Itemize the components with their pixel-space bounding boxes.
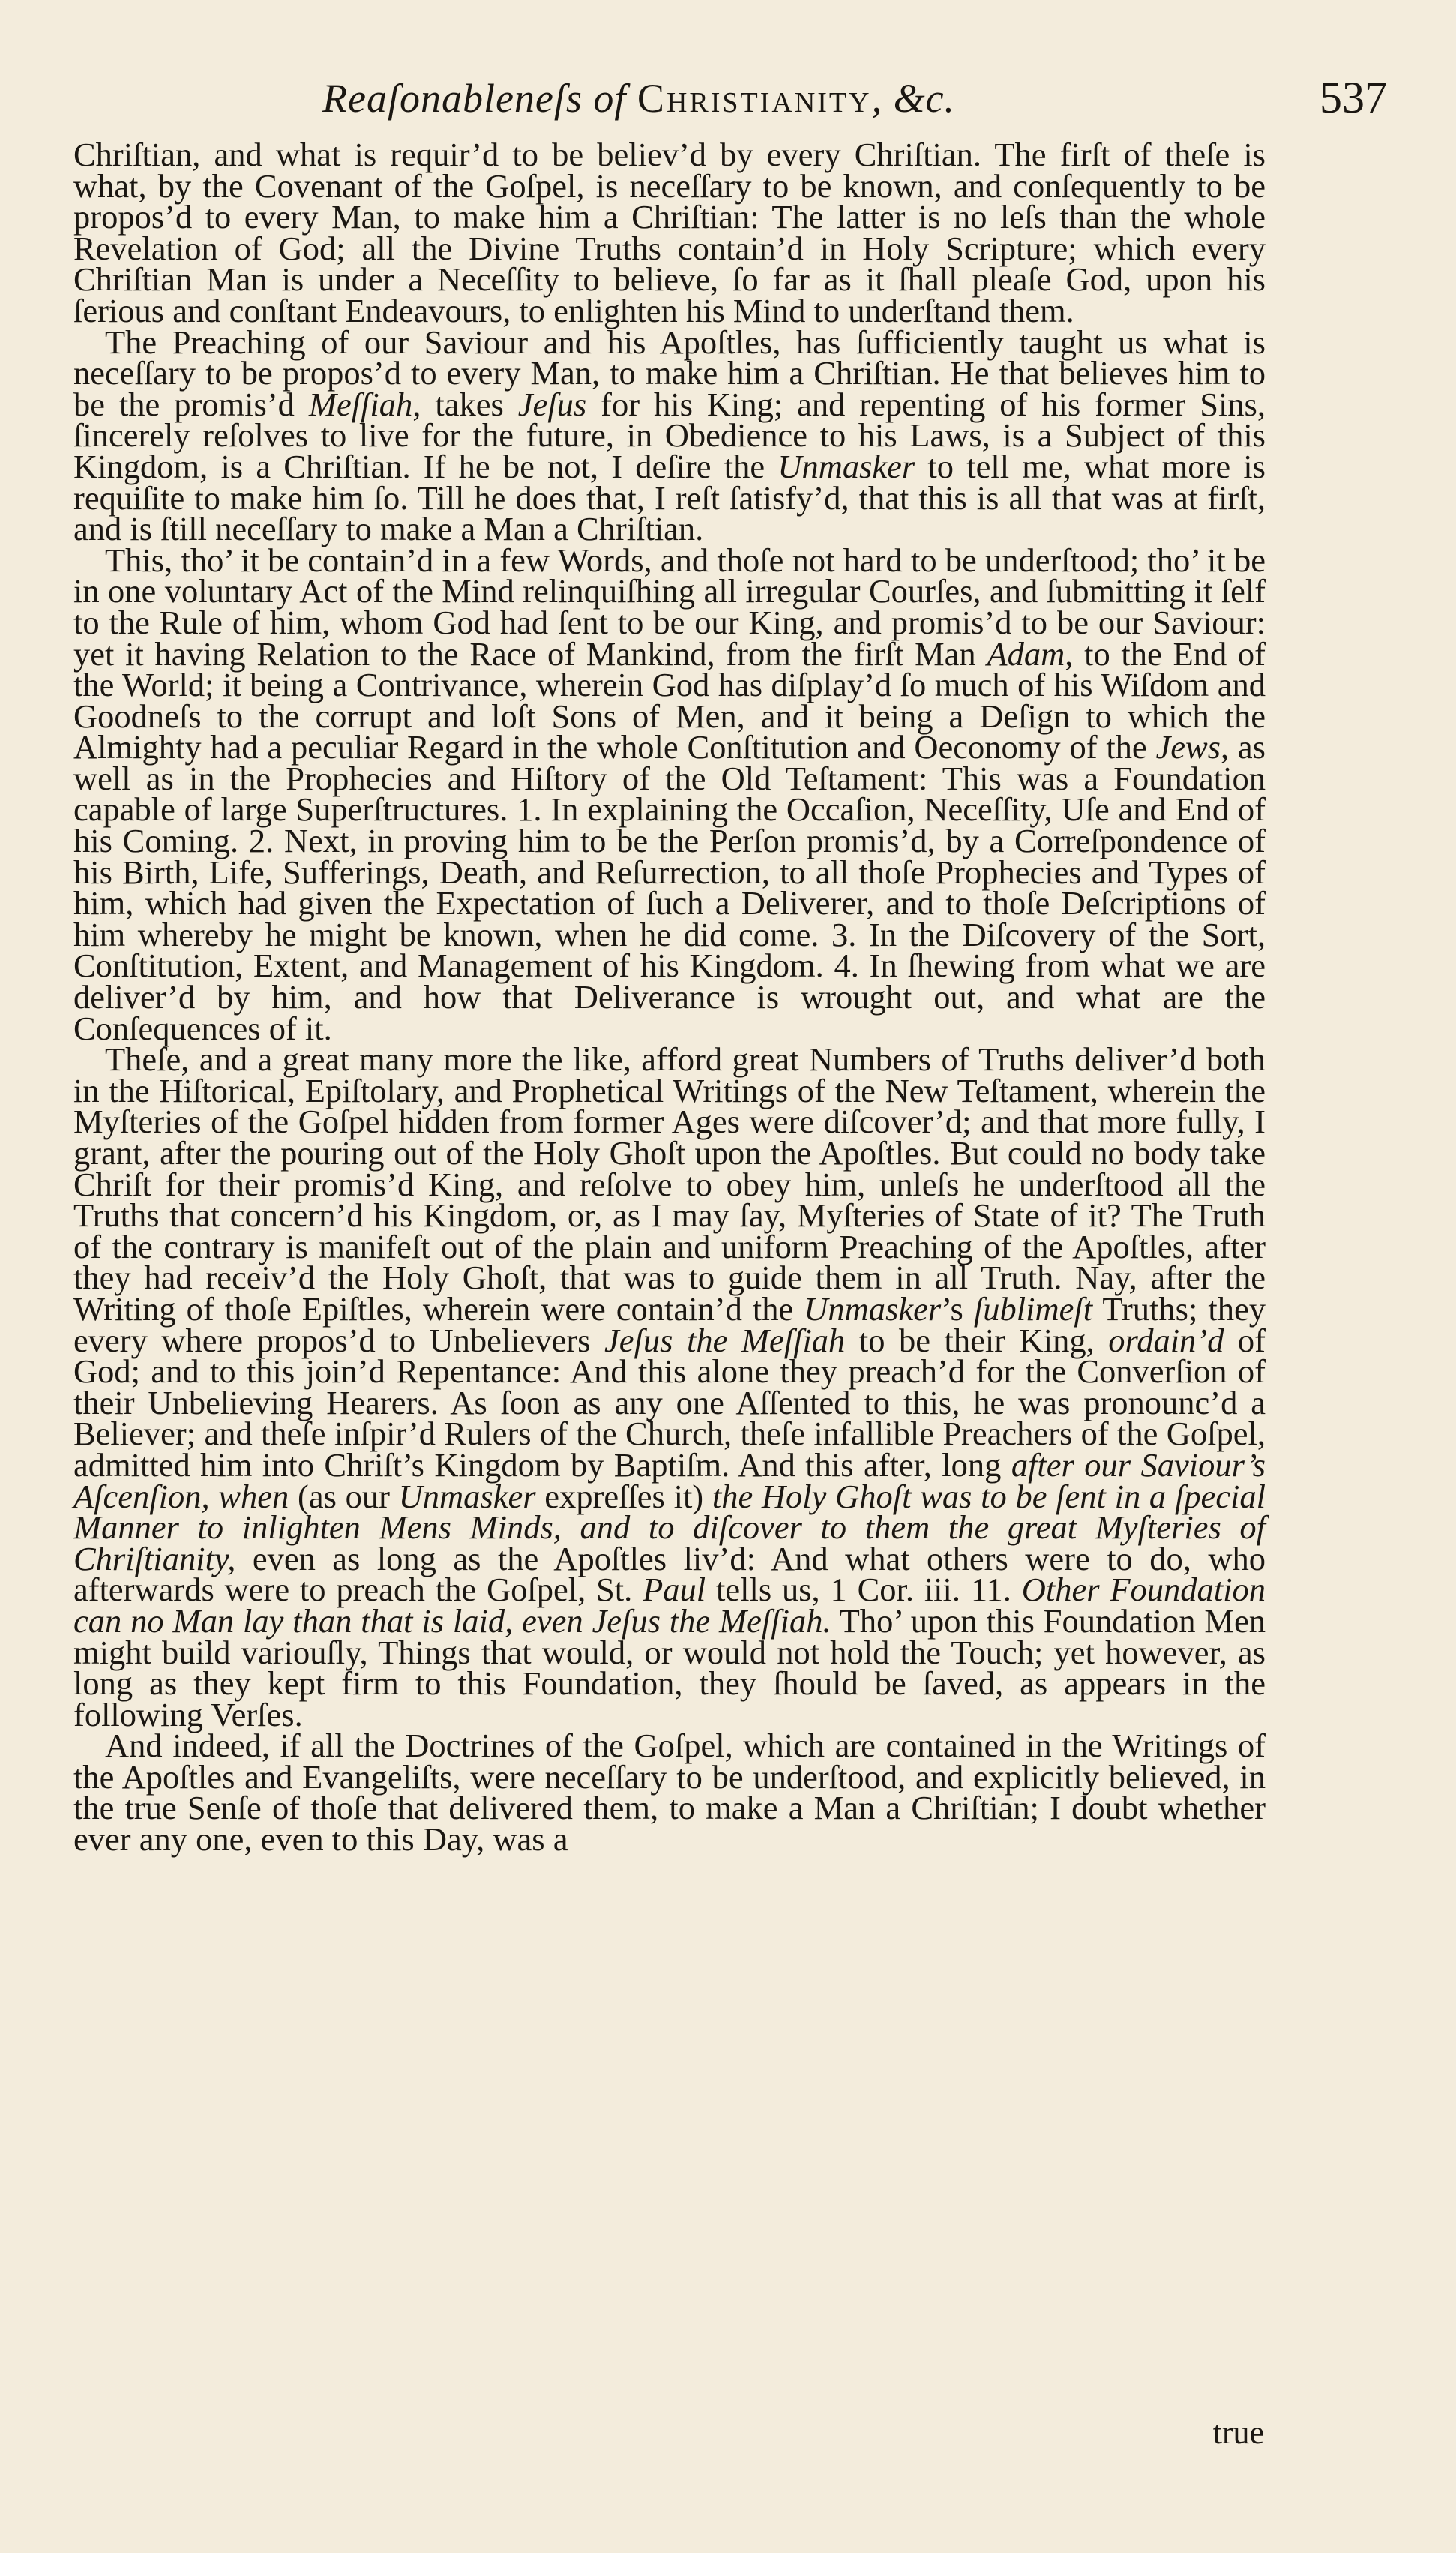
- running-title-end: , &c.: [871, 76, 956, 121]
- text-run: Theſe, and a great many more the like, afford great Numbers of Truths deliver’d both in the Hiſtorical, Epiſtolary, and Prophetical Writings of the New Teſtament, wherein the Myſteries of the Goſpel hidden from former Ages were diſcover’d; and that more fully, I grant, after the pouring out of the Holy Ghoſt upon the Apoſtles. But could no body take Chriſt for their promis’d King, and reſolve to obey him, unleſs he underſtood all the Truths that concern’d his Kingdom, or, as I may ſay, Myſteries of State of it? The Truth of the contrary is manifeſt out of the plain and uniform Preaching of the Apoſtles, after they had receiv’d the Holy Ghoſt, that was to guide them in all Truth. Nay, after the Writing of thoſe Epiſtles, wherein were contain’d the: [73, 1040, 1266, 1328]
- text-run: This, tho’ it be contain’d in a few Words, and thoſe not hard to be underſtood; tho’ it be in one voluntary Act of the Mind relinquiſhing all irregular Courſes, and ſubmitting it ſelf to the Rule of him, whom God had ſent to be our King, and promis’d to be our Saviour: yet it having Relation to the Race of Mankind, from the firſt Man: [73, 541, 1266, 673]
- paragraph: [73, 136, 1266, 329]
- italic-text: the Holy Ghoſt was to be ſent in a ſpecial Manner to inlighten Mens Minds, and to diſcover to them the great Myſteries of Chriſtianity,: [73, 1477, 1266, 1577]
- text-run: ’s: [941, 1289, 974, 1328]
- text-run: Chriſtian, and what is requir’d to be believ’d by every Chriſtian. The firſt of theſe is what, by the Covenant of the Goſpel, is neceſſary to be known, and conſequently to be propos’d to every Man, to make him a Chriſtian: The latter is no leſs than the whole Revelation of God; all the Divine Truths contain’d in Holy Scripture; which every Chriſtian Man is under a Neceſſity to believe, ſo far as it ſhall pleaſe God, upon his ſerious and conſtant Endeavours, to enlighten his Mind to underſtand them.: [73, 136, 1266, 329]
- italic-text: Meſſiah: [308, 385, 413, 423]
- text-run: to be their King,: [845, 1321, 1109, 1359]
- italic-text: Jews: [1155, 728, 1221, 766]
- text-run: And indeed, if all the Doctrines of the Goſpel, which are contained in the Writings of the Apoſtles and Evangeliſts, were neceſſary to be underſtood, and explicitly believed, in the true Senſe of thoſe that delivered them, to make a Man a Chriſtian; I doubt whether ever any one, even to this Day, was a: [73, 1726, 1266, 1858]
- running-title-smallcaps: Christianity: [637, 76, 872, 121]
- text-run: to tell me, what more is requiſite to make him ſo. Till he does that, I reſt ſatisfy’d, that this is all that was at firſt, and is ſtill neceſſary to make a Man a Chriſtian.: [73, 447, 1266, 548]
- italic-text: Jeſus the Meſſiah: [604, 1321, 846, 1359]
- page-header: [322, 75, 1387, 135]
- italic-text: Unmasker: [398, 1477, 536, 1515]
- text-run: (as our: [289, 1477, 399, 1515]
- italic-text: Other Foundation can no Man lay than that is laid, even Jeſus the Meſſiah.: [73, 1570, 1266, 1640]
- text-run: expreſſes it): [535, 1477, 712, 1515]
- italic-text: Unmasker: [804, 1289, 942, 1328]
- text-run: , takes: [412, 385, 518, 423]
- running-title: [322, 75, 955, 122]
- catchword: true: [1212, 2414, 1264, 2451]
- paragraph: [73, 1726, 1266, 1858]
- text-run: tells us, 1 Cor. iii. 11.: [706, 1570, 1022, 1609]
- text-run: , as well as in the Prophecies and Hiſtory of the Old Teſtament: This was a Foundation capable of large Superſtructures. 1. In explaining the Occaſion, Neceſſity, Uſe and End of his Coming. 2. Next, in proving him to be the Perſon promis’d, by a Correſpondence of his Birth, Life, Sufferings, Death, and Reſurrection, to all thoſe Prophecies and Types of him, which had given the Expectation of ſuch a Deliverer, and to thoſe Deſcriptions of him whereby he might be known, when he did come. 3. In the Diſcovery of the Sort, Conſtitution, Extent, and Management of his Kingdom. 4. In ſhewing from what we are deliver’d by him, and how that Deliverance is wrought out, and what are the Conſequences of it.: [73, 728, 1266, 1047]
- italic-text: Adam: [987, 634, 1065, 673]
- text-run: even as long as the Apoſtles liv’d: And what others were to do, who afterwards were to preach the Goſpel, St.: [73, 1539, 1266, 1609]
- italic-text: Jeſus: [517, 385, 587, 423]
- italic-text: Paul: [643, 1570, 706, 1609]
- italic-text: ſublimeſt: [973, 1289, 1093, 1328]
- text-run: The Preaching of our Saviour and his Apoſtles, has ſufficiently taught us what is neceſſary to be propos’d to every Man, to make him a Chriſtian. He that believes him to be the promis’d: [73, 322, 1266, 423]
- paragraph: [73, 1040, 1266, 1733]
- page-number: 537: [1320, 73, 1387, 122]
- text-run: , to the End of the World; it being a Contrivance, wherein God has diſplay’d ſo much of his Wiſdom and Goodneſs to the corrupt and loſt Sons of Men, and it being a Deſign to which the Almighty had a peculiar Regard in the whole Conſtitution and Oeconomy of the: [73, 634, 1266, 766]
- italic-text: Unmasker: [777, 447, 915, 485]
- text-run: of God; and to this join’d Repentance: And this alone they preach’d for the Converſion of their Unbelieving Hearers. As ſoon as any one Aſſented to this, he was pronounc’d a Believer; and theſe inſpir’d Rulers of the Church, theſe infallible Preachers of the Goſpel, admitted him into Chriſt’s Kingdom by Baptiſm. And this after, long: [73, 1321, 1266, 1484]
- text-run: Truths; they every where propos’d to Unbelievers: [73, 1289, 1266, 1359]
- italic-text: ordain’d: [1108, 1321, 1224, 1359]
- text-run: for his King; and repenting of his former Sins, ſincerely reſolves to live for the future, in Obedience to his Laws, is a Subject of this Kingdom, is a Chriſtian. If he be not, I deſire the: [73, 385, 1266, 485]
- italic-text: after our Saviour’s Aſcenſion, when: [73, 1445, 1266, 1515]
- text-run: Tho’ upon this Foundation Men might build variouſly, Things that would, or would not hold the Touch; yet however, as long as they kept firm to this Foundation, they ſhould be ſaved, as appears in the following Verſes.: [73, 1601, 1266, 1733]
- running-title-italic: Reaſonableneſs of: [322, 76, 637, 121]
- paragraph: [73, 322, 1266, 548]
- paragraph: [73, 541, 1266, 1047]
- body-text: [73, 136, 1266, 1858]
